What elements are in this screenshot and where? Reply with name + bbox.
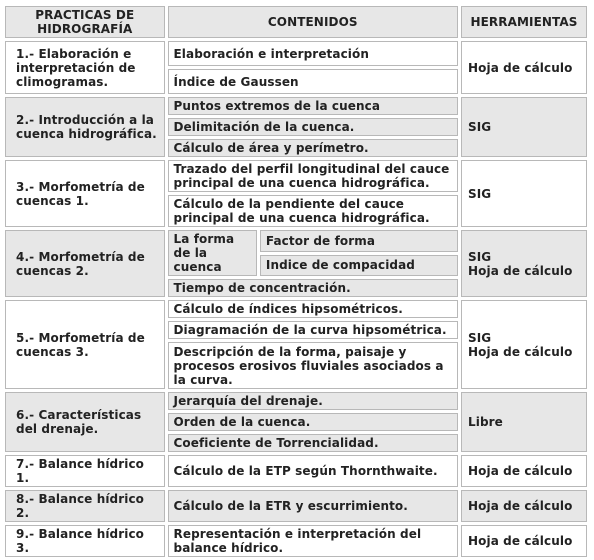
table-row <box>5 300 587 318</box>
forma-label-cell: La forma de la cuenca <box>168 230 257 276</box>
herramienta-cell: SIG <box>461 97 587 157</box>
contenido-cell: Descripción de la forma, paisaje y procesos erosivos fluviales asociados a la curva. <box>168 342 459 389</box>
contenido-cell: Representación e interpretación del balance hídrico. <box>168 525 459 557</box>
contenido-cell: Indice de compacidad <box>260 255 458 277</box>
herramienta-cell: Hoja de cálculo <box>461 490 587 522</box>
contenido-cell: Puntos extremos de la cuenca <box>168 97 459 115</box>
table-row <box>5 230 587 252</box>
contenido-cell: Cálculo de la ETP según Thornthwaite. <box>168 455 459 487</box>
contenido-cell: Cálculo de la ETR y escurrimiento. <box>168 490 459 522</box>
herramienta-cell: Hoja de cálculo <box>461 525 587 557</box>
practica-cell: 8.- Balance hídrico 2. <box>5 490 165 522</box>
practica-cell: 3.- Morfometría de cuencas 1. <box>5 160 165 227</box>
contenido-cell: Diagramación de la curva hipsométrica. <box>168 321 459 339</box>
contenido-cell: Índice de Gaussen <box>168 69 459 94</box>
contenido-cell: Delimitación de la cuenca. <box>168 118 459 136</box>
contenido-cell: Elaboración e interpretación <box>168 41 459 66</box>
contenido-cell: Jerarquía del drenaje. <box>168 392 459 410</box>
contenido-cell: Cálculo de la pendiente del cauce principal de una cuenca hidrográfica. <box>168 195 459 227</box>
practica-cell: 5.- Morfometría de cuencas 3. <box>5 300 165 389</box>
practica-cell: 4.- Morfometría de cuencas 2. <box>5 230 165 297</box>
table-row <box>5 41 587 66</box>
herramienta-line: SIG <box>468 330 492 345</box>
contenido-cell: Cálculo de área y perímetro. <box>168 139 459 157</box>
practica-cell: 9.- Balance hídrico 3. <box>5 525 165 557</box>
practica-cell: 7.- Balance hídrico 1. <box>5 455 165 487</box>
contenido-cell: Coeficiente de Torrencialidad. <box>168 434 459 452</box>
table-row <box>5 160 587 192</box>
herramienta-cell <box>461 300 587 389</box>
table-row <box>5 97 587 115</box>
header-contenidos: CONTENIDOS <box>168 6 459 38</box>
table-row <box>5 490 587 522</box>
herramienta-line: Hoja de cálculo <box>468 344 573 359</box>
table-row <box>5 392 587 410</box>
header-row <box>5 6 587 38</box>
herramienta-cell: Libre <box>461 392 587 452</box>
contenido-cell: Tiempo de concentración. <box>168 279 459 297</box>
table-row <box>5 455 587 487</box>
herramienta-cell <box>461 230 587 297</box>
practica-cell: 6.- Características del drenaje. <box>5 392 165 452</box>
herramienta-line: SIG <box>468 249 492 264</box>
practica-cell: 2.- Introducción a la cuenca hidrográfica. <box>5 97 165 157</box>
contenido-cell: Orden de la cuenca. <box>168 413 459 431</box>
contenido-cell: Trazado del perfil longitudinal del cauce principal de una cuenca hidrográfica. <box>168 160 459 192</box>
herramienta-cell: SIG <box>461 160 587 227</box>
practicas-table <box>2 3 590 560</box>
contenido-cell: Cálculo de índices hipsométricos. <box>168 300 459 318</box>
table-row <box>5 525 587 557</box>
header-practicas: PRACTICAS DE HIDROGRAFÍA <box>5 6 165 38</box>
contenido-cell: Factor de forma <box>260 230 458 252</box>
practica-cell: 1.- Elaboración e interpretación de climogramas. <box>5 41 165 94</box>
herramienta-line: Hoja de cálculo <box>468 263 573 278</box>
herramienta-cell: Hoja de cálculo <box>461 455 587 487</box>
herramienta-cell: Hoja de cálculo <box>461 41 587 94</box>
header-herramientas: HERRAMIENTAS <box>461 6 587 38</box>
